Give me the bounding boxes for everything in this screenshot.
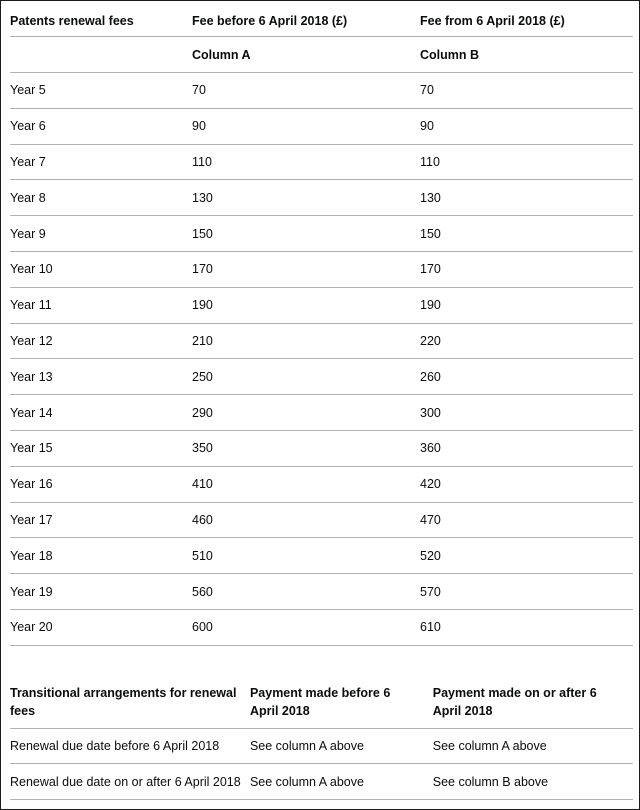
table-cell: Year 5	[10, 73, 192, 109]
table-cell: 560	[192, 574, 420, 610]
table-row	[10, 144, 633, 180]
table-cell: 130	[420, 180, 633, 216]
table-cell: 110	[192, 144, 420, 180]
table-cell: See column B above	[433, 764, 633, 800]
table-cell: Year 17	[10, 502, 192, 538]
table-row	[10, 574, 633, 610]
table-cell: Year 9	[10, 216, 192, 252]
table-cell: 420	[420, 466, 633, 502]
table-cell: 460	[192, 502, 420, 538]
table-cell: Year 20	[10, 610, 192, 646]
table-subheader-row	[10, 37, 633, 73]
table-cell: Year 19	[10, 574, 192, 610]
table-row	[10, 764, 633, 800]
table-row	[10, 538, 633, 574]
table-cell: Year 8	[10, 180, 192, 216]
table-cell: See column A above	[433, 728, 633, 764]
table-cell: 570	[420, 574, 633, 610]
table-cell: Year 10	[10, 252, 192, 288]
table-cell: 410	[192, 466, 420, 502]
table-cell: See column A above	[250, 728, 433, 764]
table-cell: 220	[420, 323, 633, 359]
subheader-column-a: Column A	[192, 37, 420, 73]
table-cell: 250	[192, 359, 420, 395]
column-header-before: Fee before 6 April 2018 (£)	[192, 1, 420, 37]
table-cell: 300	[420, 395, 633, 431]
column-header-transitional: Transitional arrangements for renewal fees	[10, 676, 250, 728]
fees-table-body	[10, 73, 633, 646]
table-cell: 170	[420, 252, 633, 288]
table-cell: 130	[192, 180, 420, 216]
table-cell: 600	[192, 610, 420, 646]
table-cell: 70	[192, 73, 420, 109]
table-cell: Year 7	[10, 144, 192, 180]
table-cell: Year 16	[10, 466, 192, 502]
table-cell: 510	[192, 538, 420, 574]
column-header-payment-after: Payment made on or after 6 April 2018	[433, 676, 633, 728]
table-row	[10, 431, 633, 467]
table-row	[10, 73, 633, 109]
column-header-fees: Patents renewal fees	[10, 1, 192, 37]
renewal-fees-table	[10, 1, 633, 646]
table-cell: Year 6	[10, 108, 192, 144]
table-cell: 190	[420, 287, 633, 323]
table-cell: Year 11	[10, 287, 192, 323]
subheader-blank	[10, 37, 192, 73]
table-cell: Year 13	[10, 359, 192, 395]
column-header-from: Fee from 6 April 2018 (£)	[420, 1, 633, 37]
table-cell: Year 15	[10, 431, 192, 467]
table-cell: 150	[192, 216, 420, 252]
table-row	[10, 252, 633, 288]
table-row	[10, 466, 633, 502]
table-cell: 350	[192, 431, 420, 467]
table-cell: 70	[420, 73, 633, 109]
table-row	[10, 180, 633, 216]
table-row	[10, 359, 633, 395]
subheader-column-b: Column B	[420, 37, 633, 73]
table-cell: 210	[192, 323, 420, 359]
table-cell: See column A above	[250, 764, 433, 800]
table-cell: 470	[420, 502, 633, 538]
table-cell: 190	[192, 287, 420, 323]
table-row	[10, 502, 633, 538]
table-cell: 90	[420, 108, 633, 144]
column-header-payment-before: Payment made before 6 April 2018	[250, 676, 433, 728]
table-header-row	[10, 676, 633, 728]
table-row	[10, 287, 633, 323]
table-row	[10, 728, 633, 764]
table-cell: Year 18	[10, 538, 192, 574]
table-cell: Renewal due date on or after 6 April 2018	[10, 764, 250, 800]
table-cell: Year 12	[10, 323, 192, 359]
table-row	[10, 610, 633, 646]
table-cell: Year 14	[10, 395, 192, 431]
table-cell: 520	[420, 538, 633, 574]
table-cell: Renewal due date before 6 April 2018	[10, 728, 250, 764]
table-row	[10, 108, 633, 144]
table-cell: 260	[420, 359, 633, 395]
table-cell: 170	[192, 252, 420, 288]
table-cell: 110	[420, 144, 633, 180]
table-row	[10, 323, 633, 359]
transitional-arrangements-table	[10, 676, 633, 800]
table-cell: 360	[420, 431, 633, 467]
table-cell: 610	[420, 610, 633, 646]
table-row	[10, 395, 633, 431]
table-header-row	[10, 1, 633, 37]
table-row	[10, 216, 633, 252]
table-cell: 290	[192, 395, 420, 431]
table-cell: 90	[192, 108, 420, 144]
table-cell: 150	[420, 216, 633, 252]
transitional-table-body	[10, 728, 633, 800]
